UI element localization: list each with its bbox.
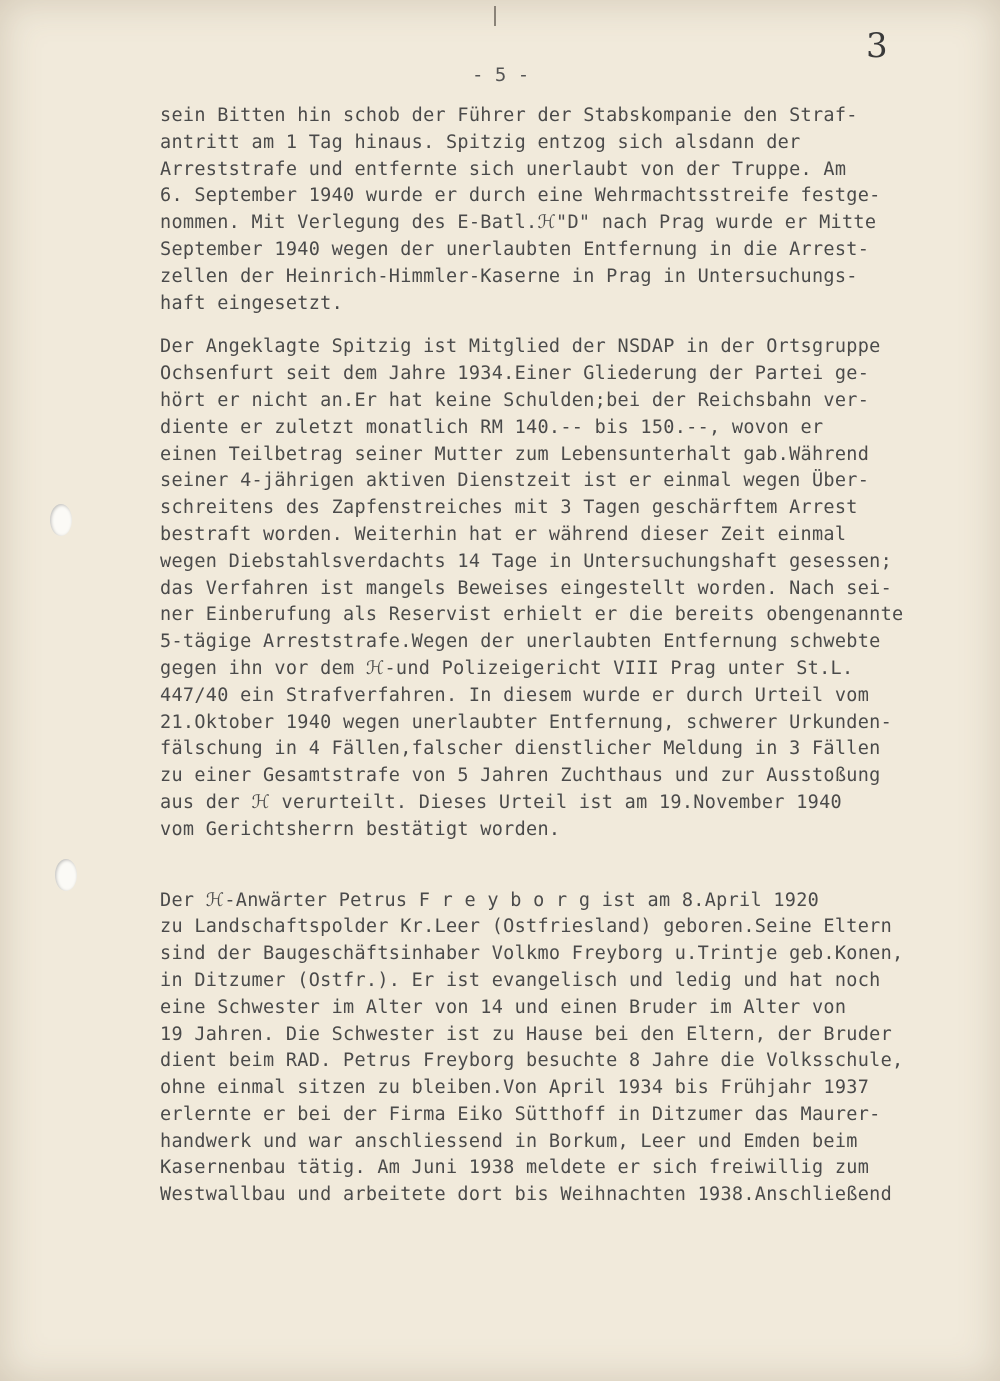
text-line: das Verfahren ist mangels Beweises eingestellt worden. Nach sei- [160,577,893,599]
text-line: Westwallbau und arbeitete dort bis Weihnachten 1938.Anschließend [160,1184,893,1206]
text-line: 447/40 ein Strafverfahren. In diesem wurde er durch Urteil vom [160,684,870,706]
text-line: zu einer Gesamtstrafe von 5 Jahren Zuchthaus und zur Ausstoßung [160,765,881,787]
text-line: ner Einberufung als Reservist erhielt er die bereits obengenannte [160,604,904,626]
text-line: haft eingesetzt. [160,292,344,314]
text-line: seiner 4-jährigen aktiven Dienstzeit ist er einmal wegen Über- [160,470,870,492]
text-line: wegen Diebstahlsverdachts 14 Tage in Untersuchungshaft gesessen; [160,550,893,572]
text-line: 5-tägige Arreststrafe.Wegen der unerlaubten Entfernung schwebte [160,631,881,653]
text-line: eine Schwester im Alter von 14 und einen Bruder im Alter von [160,996,847,1018]
text-line: 21.Oktober 1940 wegen unerlaubter Entfernung, schwerer Urkunden- [160,711,893,733]
paragraph-freyborg [160,888,940,1210]
document-body [160,103,940,1209]
text-line: zellen der Heinrich-Himmler-Kaserne in Prag in Untersuchungs- [160,265,858,287]
text-line: handwerk und war anschliessend in Borkum, Leer und Emden beim [160,1130,858,1152]
text-line: sind der Baugeschäftsinhaber Volkmo Freyborg u.Trintje geb.Konen, [160,943,904,965]
punch-hole [50,504,72,536]
text-line: vom Gerichtsherrn bestätigt worden. [160,818,561,840]
text-line: hört er nicht an.Er hat keine Schulden;bei der Reichsbahn ver- [160,389,870,411]
text-line: Kasernenbau tätig. Am Juni 1938 meldete er sich freiwillig zum [160,1157,870,1179]
paragraph-arrest [160,103,940,317]
folio-number: 3 [866,26,888,66]
text-line: sein Bitten hin schob der Führer der Stabskompanie den Straf- [160,105,858,126]
text-line: Der ℋ-Anwärter Petrus F r e y b o r g ist am 8.April 1920 [160,889,820,911]
text-line: erlernte er bei der Firma Eiko Sütthoff in Ditzumer das Maurer- [160,1103,881,1125]
text-line: diente er zuletzt monatlich RM 140.-- bis 150.--, wovon er [160,416,824,438]
text-line: aus der ℋ verurteilt. Dieses Urteil ist am 19.November 1940 [160,791,842,813]
text-line: in Ditzumer (Ostfr.). Er ist evangelisch und ledig und hat noch [160,969,881,991]
text-line: bestraft worden. Weiterhin hat er während dieser Zeit einmal [160,523,847,545]
text-line: fälschung in 4 Fällen,falscher dienstlicher Meldung in 3 Fällen [160,738,881,760]
text-line: nommen. Mit Verlegung des E-Batl.ℋ"D" nach Prag wurde er Mitte [160,212,877,234]
text-line: gegen ihn vor dem ℋ-und Polizeigericht VIII Prag unter St.L. [160,657,854,679]
paragraph-spitzig-record [160,334,940,843]
page-number: - 5 - [472,64,530,86]
text-line: Der Angeklagte Spitzig ist Mitglied der NSDAP in der Ortsgruppe [160,336,881,358]
text-line: antritt am 1 Tag hinaus. Spitzig entzog sich alsdann der [160,131,801,153]
text-line: 19 Jahren. Die Schwester ist zu Hause bei den Eltern, der Bruder [160,1023,893,1045]
text-line: zu Landschaftspolder Kr.Leer (Ostfriesland) geboren.Seine Eltern [160,916,893,938]
punch-hole [55,859,77,891]
text-line: 6. September 1940 wurde er durch eine Wehrmachtsstreife festge- [160,185,881,207]
text-line: Arreststrafe und entfernte sich unerlaubt von der Truppe. Am [160,158,847,180]
text-line: schreitens des Zapfenstreiches mit 3 Tagen geschärftem Arrest [160,497,858,519]
text-line: dient beim RAD. Petrus Freyborg besuchte 8 Jahre die Volksschule, [160,1050,904,1072]
text-line: Ochsenfurt seit dem Jahre 1934.Einer Gliederung der Partei ge- [160,363,870,385]
text-line: September 1940 wegen der unerlaubten Entfernung in die Arrest- [160,238,870,260]
text-line: ohne einmal sitzen zu bleiben.Von April 1934 bis Frühjahr 1937 [160,1077,870,1099]
text-line: einen Teilbetrag seiner Mutter zum Lebensunterhalt gab.Während [160,443,870,465]
fold-mark [494,6,496,26]
